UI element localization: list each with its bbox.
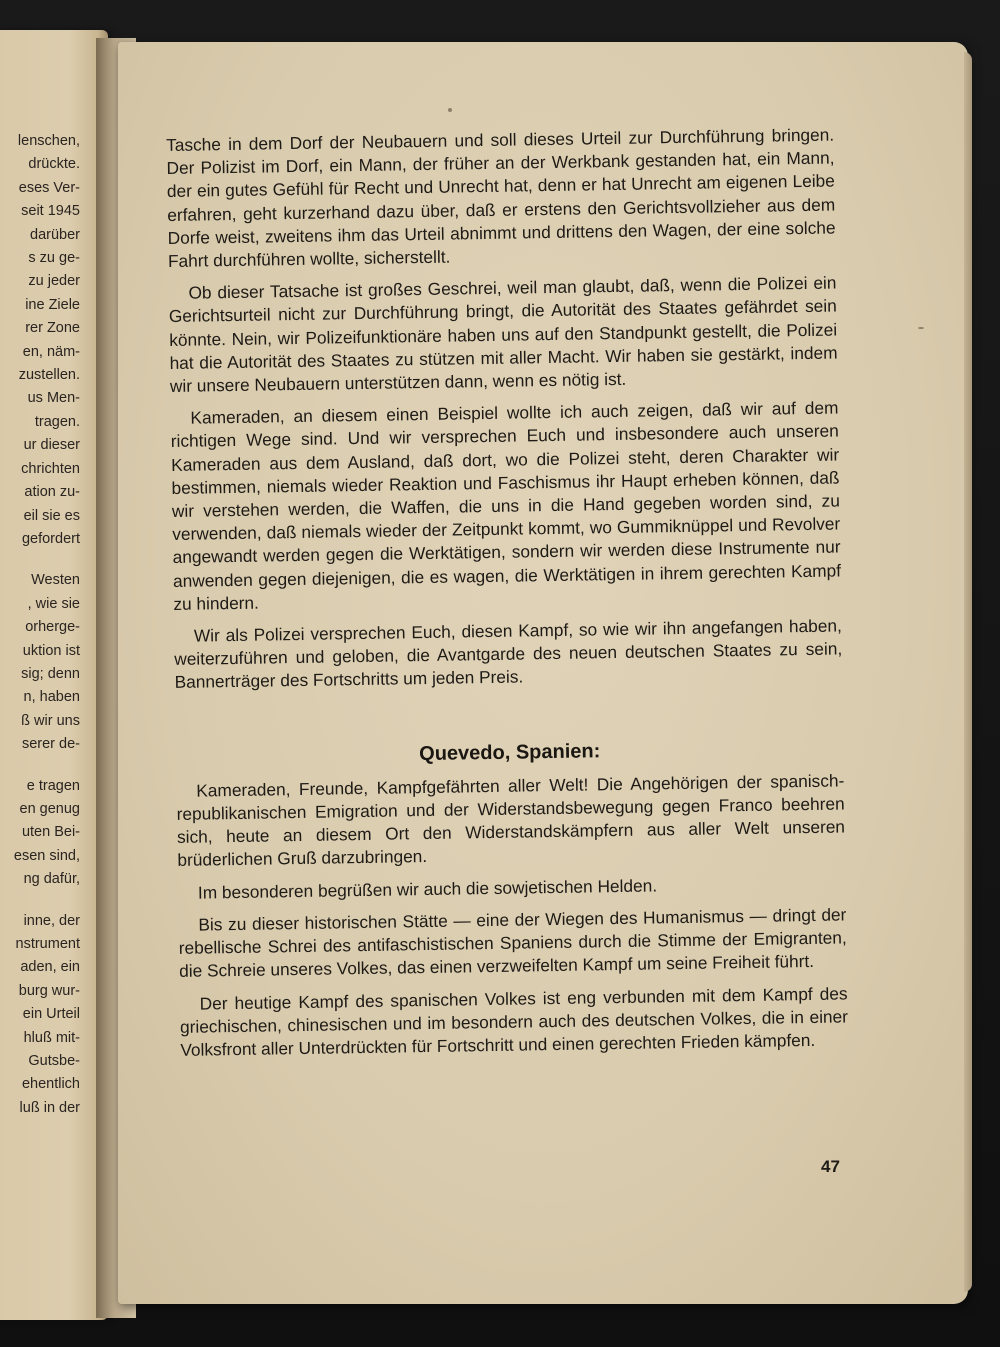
left-page-fragment: ß wir uns	[21, 712, 80, 729]
section-heading: Quevedo, Spanien:	[419, 739, 601, 765]
left-page-fragment: esen sind,	[13, 847, 80, 864]
left-page-fragment: uktion ist	[22, 642, 80, 659]
left-page-fragment: sig; denn	[21, 665, 80, 682]
left-facing-page	[0, 30, 108, 1320]
page-edge	[964, 52, 972, 1292]
left-page-fragment: ehentlich	[21, 1076, 80, 1093]
paper-speck	[448, 108, 452, 112]
left-page-fragment: drückte.	[28, 156, 80, 173]
paragraph: Im besonderen begrüßen wir auch die sowjetischen Helden.	[197, 875, 658, 903]
paragraph: Ob dieser Tatsache ist großes Geschrei, weil man glaubt, daß, wenn die Polizei ein Gerichtsurteil nicht zur Durchführung bringt, die Autorität des Staates gefährdet sein könnte. Nein, wir Polizeifunktionäre haben uns auf den Standpunkt gestellt, die Polizei hat die Autorität des Staates zu stützen mit aller Macht. Wir haben sie gestärkt, indem wir unsere Neubauern unterstützen dann, wenn es nötig ist.	[168, 272, 838, 396]
left-page-fragment: eses Ver-	[18, 179, 80, 196]
paragraph: Bis zu dieser historischen Stätte — eine der Wiegen des Humanismus — dringt der rebellische Schrei des antifaschistischen Spaniens durch die Stimme der Emigranten, die Schreie unseres Volkes, das einen verzweifelten Kampf um seine Freiheit führt.	[178, 904, 847, 982]
left-page-fragment: n, haben	[23, 689, 80, 706]
left-page-fragment: chrichten	[21, 460, 80, 477]
paragraph: Tasche in dem Dorf der Neubauern und soll dieses Urteil zur Durchführung bringen. Der Polizist im Dorf, ein Mann, der früher an der Werkbank gestanden hat, ein Mann, der ein gutes Gefühl für Recht und Unrecht hat, denn er hat Unrecht am eigenen Leibe erfahren, geht kurzerhand dazu über, daß er erstens den Gerichtsvollzieher aus dem Dorfe weist, zweitens ihm das Urteil abnimmt und drittens den Wagen, der eine solche Fahrt durchführen wollte, sicherstellt.	[166, 124, 836, 271]
left-page-fragment: burg wur-	[18, 982, 80, 999]
right-page	[118, 42, 968, 1304]
paragraph: Der heutige Kampf des spanischen Volkes ist eng verbunden mit dem Kampf des griechischen, chinesischen und im besondern auch des deutschen Volkes, die in einer Volksfront aller Unterdrückten für Fortschritt und einen gerechten Frieden kämpfen.	[179, 982, 849, 1060]
left-page-fragment: uten Bei-	[21, 824, 80, 841]
left-page-fragment: gefordert	[21, 530, 80, 547]
left-page-fragment: aden, ein	[20, 959, 80, 976]
page-content	[166, 124, 849, 1071]
left-page-fragment: hluß mit-	[23, 1029, 80, 1046]
left-page-gap	[0, 757, 80, 775]
left-page-fragment: ein Urteil	[22, 1006, 80, 1023]
paragraph: Kameraden, an diesem einen Beispiel wollte ich auch zeigen, daß wir auf dem richtigen Wege sind. Und wir versprechen Euch und insbesondere auch unseren Kameraden aus dem Ausland, daß dort, wo die Polizei steht, deren Charakter wir bestimmen, niemals wieder Reaktion und Faschismus ihr Haupt erheben können, daß wir verstehen werden, die Waffen, die uns in die Hand gegeben worden sind, zu verwenden, daß niemals wieder der Zeitpunkt kommt, wo Gummiknüppel und Revolver angewandt werden gegen die Werktätigen, sondern wir werden diese Instrumente nur anwenden gegen diejenigen, die es wagen, die Werktätigen in ihrem gerechten Kampf zu hindern.	[170, 397, 842, 614]
left-page-fragment: tragen.	[34, 413, 80, 430]
left-page-fragment: Gutsbe-	[28, 1053, 80, 1070]
left-page-fragment: nstrument	[15, 936, 80, 952]
left-page-fragment: luß in der	[19, 1099, 80, 1116]
left-page-fragment: inne, der	[23, 912, 80, 929]
left-page-gap	[0, 892, 80, 910]
left-page-gap	[0, 551, 80, 569]
left-page-fragment: ation zu-	[24, 484, 80, 501]
left-page-text-fragments	[0, 130, 80, 1120]
left-page-fragment: us Men-	[27, 390, 80, 407]
left-page-fragment: serer de-	[21, 736, 80, 753]
left-page-fragment: ng dafür,	[23, 871, 80, 888]
left-page-fragment: en, näm-	[22, 343, 80, 360]
left-page-fragment: rer Zone	[25, 320, 80, 337]
left-page-fragment: s zu ge-	[28, 250, 80, 267]
left-page-fragment: zustellen.	[18, 367, 80, 384]
left-page-fragment: zu jeder	[28, 273, 80, 290]
left-page-fragment: e tragen	[26, 777, 80, 794]
left-page-fragment: lenschen,	[17, 133, 80, 149]
left-page-fragment: en genug	[19, 800, 80, 817]
paper-speck	[918, 327, 924, 329]
left-page-fragment: orherge-	[25, 619, 80, 636]
left-page-fragment: ine Ziele	[25, 296, 80, 313]
left-page-fragment: seit 1945	[21, 203, 80, 220]
paragraph: Kameraden, Freunde, Kampfgefährten aller Welt! Die Angehörigen der spanisch-republikanischen Emigration und der Widerstandsbewegung gegen Franco beehren sich, heute an diesem Ort den Widerstandskämpfern aus aller Welt unseren brüderlichen Gruß darzubringen.	[176, 770, 846, 871]
left-page-fragment: , wie sie	[27, 595, 80, 612]
left-page-fragment: Westen	[31, 572, 80, 589]
left-page-fragment: eil sie es	[23, 507, 80, 524]
left-page-fragment: ur dieser	[23, 437, 80, 454]
paragraph: Wir als Polizei versprechen Euch, diesen Kampf, so wie wir ihn angefangen haben, weiterzuführen und geloben, die Avantgarde des neuen deutschen Staates zu sein, Bannerträger des Fortschritts um jeden Preis.	[174, 615, 843, 693]
page-number: 47	[821, 1157, 840, 1176]
left-page-fragment: darüber	[30, 226, 80, 243]
